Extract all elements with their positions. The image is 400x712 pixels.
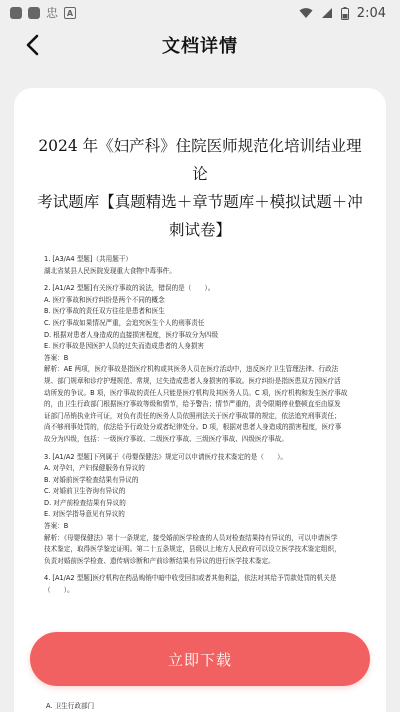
document-title-line: 刺试卷】 (168, 221, 231, 239)
document-body-line: A. 卫生行政部门 (46, 702, 95, 710)
notification-square-icon (10, 7, 22, 19)
document-body-line: 3. [A1/A2 型题]下列属于《母婴保健法》规定可以申请医疗技术鉴定的是（ ）。 (44, 452, 287, 461)
document-body (14, 244, 386, 597)
document-body-line: 答案：B (44, 522, 69, 531)
document-body-line: E. 医疗事故是因医护人员的过失而造成患者的人身损害 (44, 342, 205, 351)
a-badge-icon: A (64, 7, 76, 19)
preview-fade-overlay (14, 600, 386, 630)
document-body-line: 技术鉴定，取得医学鉴定证明。第二十五条规定，县级以上地方人民政府可以设立医学技术鉴定组织， (44, 545, 341, 554)
document-body-line: 答案：B (44, 353, 69, 362)
document-body-line: 负责对婚前医学检查、遗传病诊断和产前诊断结果有异议的进行医学技术鉴定。 (44, 556, 275, 565)
status-time: 2:04 (356, 5, 386, 21)
document-title-line: 2024 年《妇产科》住院医师规范化培训结业理论 (38, 137, 362, 183)
document-body-line: 的，由卫生行政部门根据医疗事故等级和情节，给予警告；情节严重的，责令限期停业整顿直至由原发 (44, 400, 341, 409)
document-body-line: D. 根据对患者人身造成的直接损害程度，医疗事故分为四级 (44, 330, 219, 339)
app-notification-icon: 忠 (46, 6, 59, 20)
document-body-line: （ ）。 (44, 586, 74, 595)
document-body-line: 故分为四级，包括：一级医疗事故、二级医疗事故、三级医疗事故、四级医疗事故。 (44, 434, 288, 443)
document-body-line: D. 对产前检查结果有异议的 (44, 498, 126, 507)
document-body-line: 证部门吊销执业许可证，对负有责任的医务人员依照刑法关于医疗事故罪的规定，依法追究刑事责任； (44, 411, 341, 420)
document-body-line: A. 医疗事故和医疗纠纷是两个不同的概念 (44, 295, 165, 304)
page-title: 文档详情 (162, 36, 238, 57)
document-body-line: B. 医疗事故的责任双方往往是患者和医生 (44, 307, 165, 316)
status-right (299, 6, 386, 21)
document-body-line: C. 医疗事故如果情况严重，会追究医生个人的刑事责任 (44, 318, 205, 327)
document-body-line: 解析：AE 两项，医疗事故是指医疗机构或其医务人员在医疗活动中，违反医疗卫生管理法律、行政法 (44, 365, 339, 374)
status-left (10, 7, 76, 19)
document-body-line: 4. [A1/A2 型题]医疗机构在药品购销中暗中收受回扣或者其他利益，依法对其给予罚款处罚的机关是 (44, 574, 337, 583)
document-body-line: E. 对医学指导意见有异议的 (44, 510, 125, 519)
document-body-line: 1. [A3/A4 型题]（共用题干） (44, 255, 133, 263)
document-body-line: 湖北省某县人民医院发现重大食物中毒事件。 (44, 266, 176, 275)
header (0, 26, 400, 64)
document-body-line: B. 对婚前医学检查结果有异议的 (44, 475, 139, 484)
chevron-left-icon (25, 34, 41, 56)
document-body-line: 尚不够刑事处罚的，依法给予行政处分或者纪律处分。D 项，根据对患者人身造成的损害程度，医疗事 (44, 423, 342, 432)
document-body-line: 2. [A1/A2 型题]有关医疗事故的说法，错误的是（ ）。 (44, 284, 215, 293)
document-body-line: C. 对婚前卫生咨询有异议的 (44, 487, 126, 496)
battery-icon (341, 7, 349, 20)
document-title (14, 88, 386, 244)
download-button[interactable]: 立即下载 (30, 632, 370, 686)
document-title-line: 考试题库【真题精选＋章节题库＋模拟试题＋冲 (37, 193, 363, 211)
wifi-icon (299, 7, 313, 19)
back-button[interactable] (20, 32, 46, 58)
document-body-line: 解析：《母婴保健法》第十一条规定，接受婚前医学检查的人员对检查结果持有异议的，可以申请医学 (44, 533, 338, 542)
notification-square-icon (28, 7, 40, 19)
document-body-line: A. 对孕妇，产妇保健服务有异议的 (44, 464, 145, 473)
signal-icon (321, 7, 333, 19)
document-body-line: 规、部门规章和诊疗护理规范、常规，过失造成患者人身损害的事故。医疗纠纷是指医患双方因医疗活 (44, 376, 341, 385)
document-body-line: 动所发的争议。B 项，医疗事故的责任人只能是医疗机构及其医务人员。C 项，医疗机构和发生医疗事故 (44, 388, 348, 397)
status-bar (0, 0, 400, 26)
